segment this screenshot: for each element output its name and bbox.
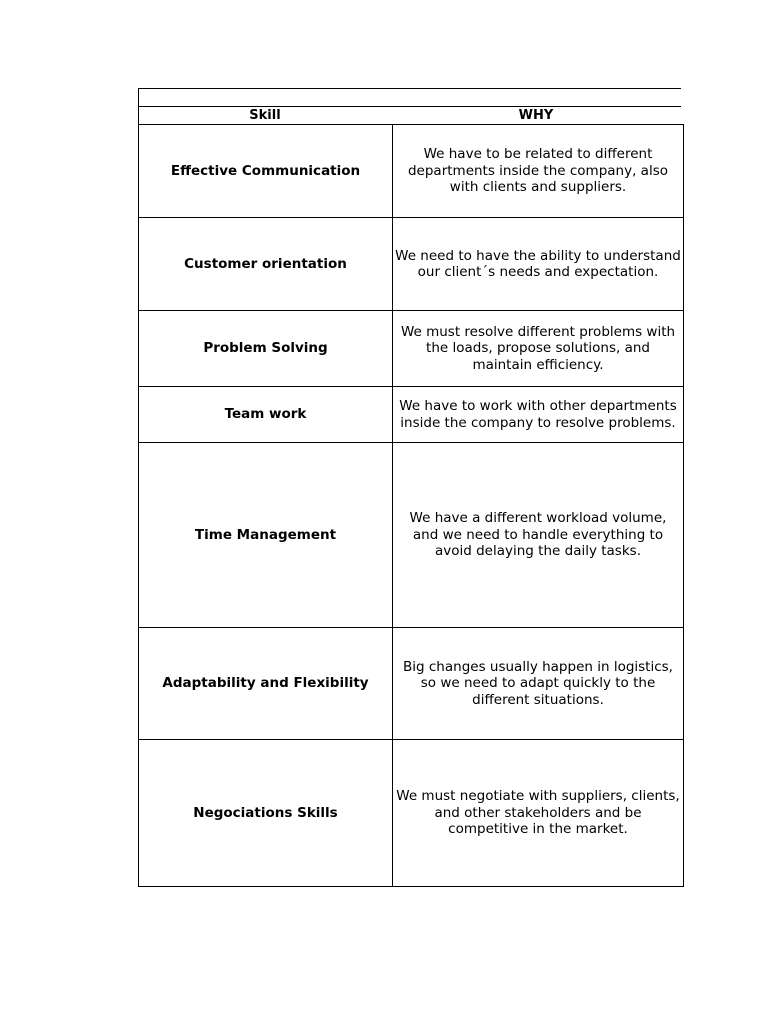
- table-row: [139, 387, 684, 443]
- table-header-row: [138, 106, 681, 125]
- table-row: [139, 311, 684, 387]
- table-row: [139, 218, 684, 311]
- why-column-header: WHY: [518, 108, 554, 123]
- why-cell: Big changes usually happen in logistics, so we need to adapt quickly to the different situations.: [393, 628, 684, 740]
- why-cell: We must resolve different problems with the loads, propose solutions, and maintain efficiency.: [393, 311, 684, 387]
- skill-cell: Team work: [139, 387, 393, 443]
- skill-cell: Adaptability and Flexibility: [139, 628, 393, 740]
- skill-cell: Problem Solving: [139, 311, 393, 387]
- table-row: [139, 443, 684, 628]
- skill-cell: Customer orientation: [139, 218, 393, 311]
- skill-column-header: Skill: [249, 108, 281, 123]
- table-row: [139, 125, 684, 218]
- why-cell: We have a different workload volume, and we need to handle everything to avoid delaying the daily tasks.: [393, 443, 684, 628]
- table-row: [139, 740, 684, 887]
- blank-title-row: [138, 88, 681, 107]
- skill-cell: Time Management: [139, 443, 393, 628]
- table-row: [139, 628, 684, 740]
- why-cell: We have to work with other departments inside the company to resolve problems.: [393, 387, 684, 443]
- why-cell: We have to be related to different departments inside the company, also with clients and suppliers.: [393, 125, 684, 218]
- why-cell: We need to have the ability to understand our client´s needs and expectation.: [393, 218, 684, 311]
- skills-table: [138, 124, 684, 887]
- why-cell: We must negotiate with suppliers, clients, and other stakeholders and be competitive in the market.: [393, 740, 684, 887]
- skill-cell: Negociations Skills: [139, 740, 393, 887]
- skill-cell: Effective Communication: [139, 125, 393, 218]
